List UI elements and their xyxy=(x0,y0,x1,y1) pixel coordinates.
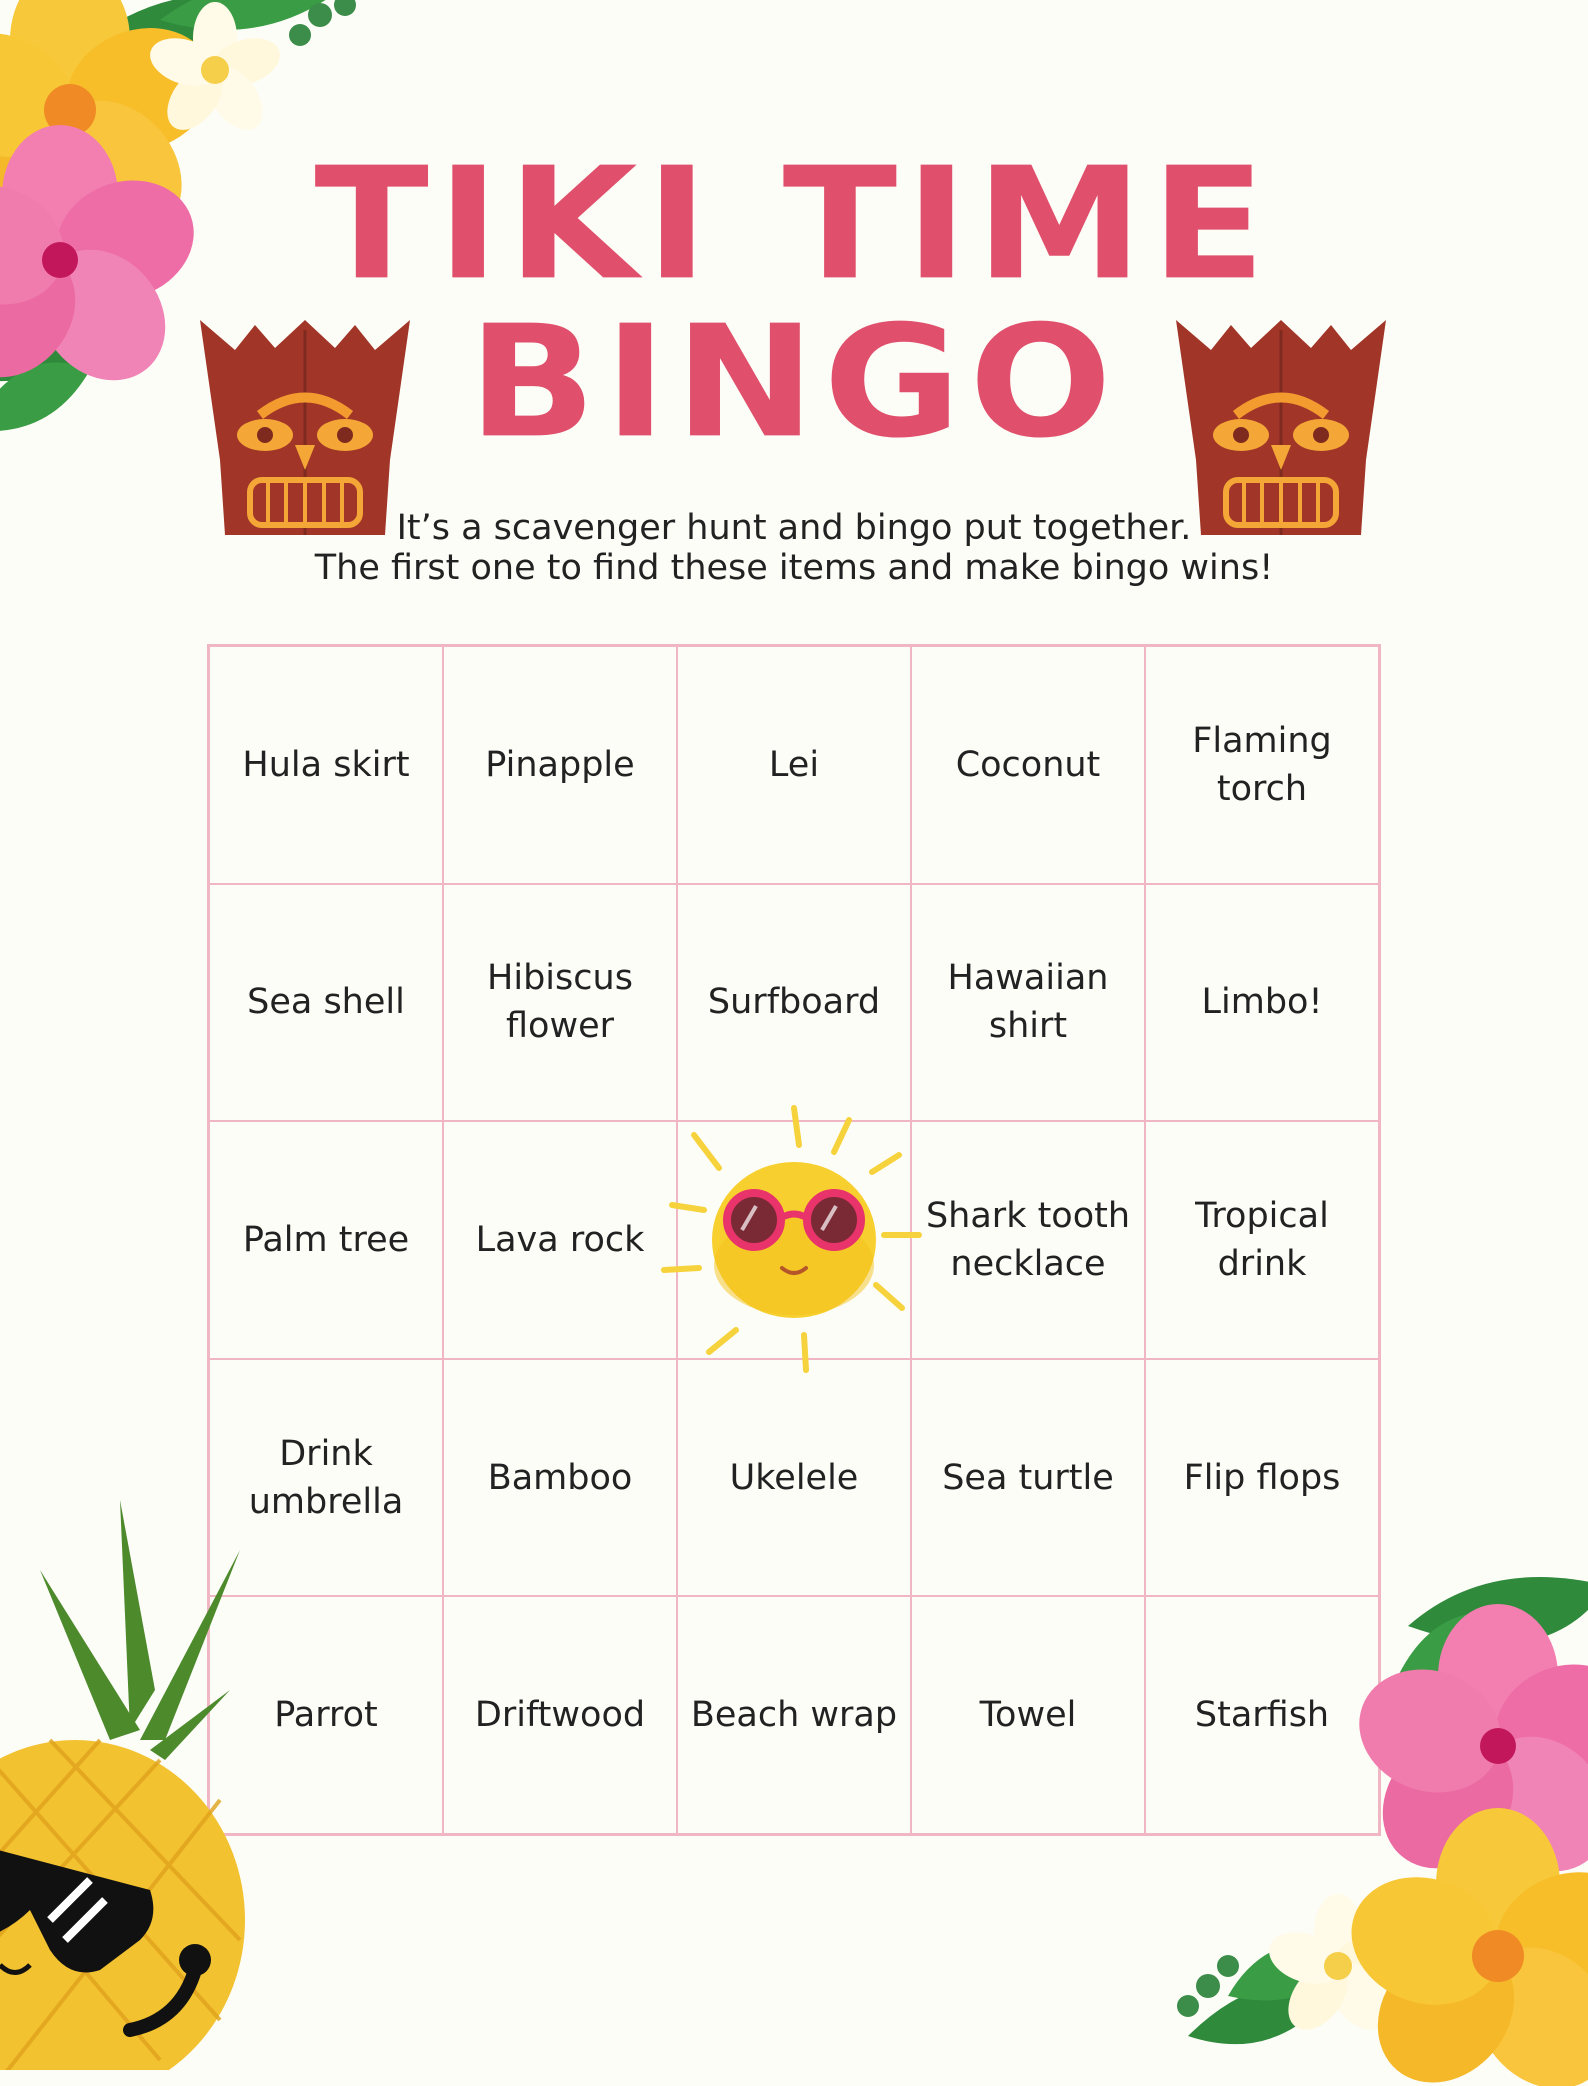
bingo-cell[interactable] xyxy=(1145,646,1379,884)
bingo-cell[interactable] xyxy=(443,1596,677,1834)
bingo-cell-label: Lei xyxy=(768,744,820,785)
bingo-cell[interactable] xyxy=(209,884,443,1122)
bingo-cell[interactable] xyxy=(1145,884,1379,1122)
subtitle-line-2: The first one to find these items and make bingo wins! xyxy=(314,548,1274,588)
bingo-cell[interactable] xyxy=(911,884,1145,1122)
bingo-cell[interactable] xyxy=(677,646,911,884)
bingo-cell-label: Sea shell xyxy=(247,982,405,1023)
bingo-cell[interactable] xyxy=(1145,1121,1379,1359)
bingo-cell[interactable] xyxy=(443,1359,677,1597)
bingo-cell-label: Parrot xyxy=(274,1695,378,1736)
bingo-cell[interactable] xyxy=(209,1121,443,1359)
bingo-cell-label: Ukelele xyxy=(729,1457,859,1498)
bingo-cell-label: Pinapple xyxy=(485,744,635,785)
bingo-cell[interactable] xyxy=(911,1596,1145,1834)
bingo-cell-label: Towel xyxy=(979,1695,1077,1736)
bingo-cell-label: Lava rock xyxy=(475,1219,645,1260)
bingo-cell-label: Flaming torch xyxy=(1192,720,1332,809)
bingo-cell-label: Tropical drink xyxy=(1195,1195,1329,1284)
bingo-cell-label: Sea turtle xyxy=(942,1457,1114,1498)
bingo-free-space[interactable] xyxy=(677,1121,911,1359)
bingo-cell[interactable] xyxy=(677,1596,911,1834)
bingo-cell-label: Palm tree xyxy=(242,1219,410,1260)
tropical-flowers-bottom-right-icon xyxy=(1168,1566,1588,2086)
bingo-cell[interactable] xyxy=(911,646,1145,884)
bingo-cell-label: Beach wrap xyxy=(690,1695,898,1736)
bingo-cell-label: Flip flops xyxy=(1183,1457,1341,1498)
bingo-cell[interactable] xyxy=(443,646,677,884)
bingo-cell-label: Hibiscus flower xyxy=(487,958,633,1047)
bingo-cell[interactable] xyxy=(911,1121,1145,1359)
bingo-cell[interactable] xyxy=(443,1121,677,1359)
bingo-cell-label: Shark tooth necklace xyxy=(925,1195,1131,1284)
bingo-cell[interactable] xyxy=(677,884,911,1122)
bingo-cell-label: Driftwood xyxy=(474,1695,646,1736)
bingo-cell-label: Starfish xyxy=(1194,1695,1330,1736)
sun-with-sunglasses-icon xyxy=(644,1090,944,1390)
bingo-cell[interactable] xyxy=(677,1359,911,1597)
bingo-cell[interactable] xyxy=(443,884,677,1122)
subtitle xyxy=(0,508,1588,588)
bingo-cell-label: Bamboo xyxy=(487,1457,633,1498)
bingo-cell-label: Drink umbrella xyxy=(248,1433,404,1522)
bingo-cell-label: Coconut xyxy=(955,744,1101,785)
pineapple-with-sunglasses-icon xyxy=(0,1500,260,2070)
title-line-2: BINGO xyxy=(468,291,1120,473)
subtitle-line-1: It’s a scavenger hunt and bingo put together. xyxy=(396,508,1192,548)
bingo-cell-label: Limbo! xyxy=(1201,982,1323,1023)
bingo-cell-label: Hula skirt xyxy=(242,744,410,785)
bingo-cell[interactable] xyxy=(209,646,443,884)
title-line-1: TIKI TIME xyxy=(314,133,1274,315)
bingo-cell-label: Surfboard xyxy=(707,982,881,1023)
bingo-cell[interactable] xyxy=(911,1359,1145,1597)
bingo-cell[interactable] xyxy=(1145,1359,1379,1597)
bingo-cell-label: Hawaiian shirt xyxy=(947,958,1109,1047)
